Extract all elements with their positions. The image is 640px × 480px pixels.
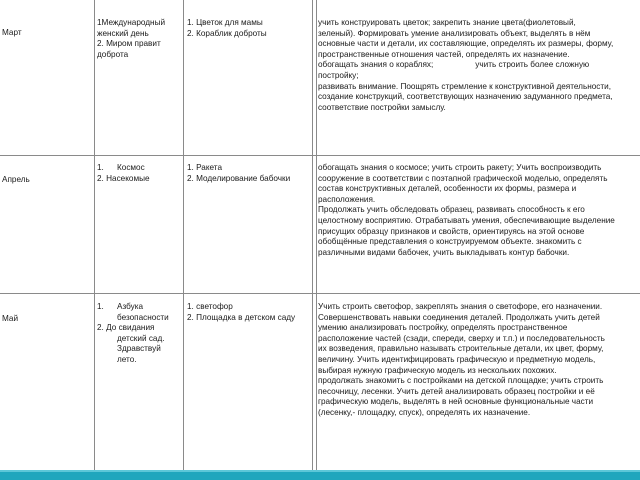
grid-line [316,0,317,470]
month-cell-may: Май [2,314,19,323]
topic-cell-march: 1. Цветок для мамы 2. Кораблик доброты [187,18,267,38]
goals-cell-march: учить конструировать цветок; закрепить знание цвета(фиолетовый, зеленый). Формировать умение анализировать объект, выделять в нём основные части и детали, их составляющие, определять их размеры, форму, пространственные отношения частей, определять их назначение. обогащать знания о кораблях; учить строить более сложную постройку; развивать внимание. Поощрять стремление к конструктивной деятельности, создание конструкций, соответствующих назначению задуманного предмета, соответствие постройки замыслу. [318,18,614,112]
footer-bar [0,470,640,480]
goals-cell-april: обогащать знания о космосе; учить строить ракету; Учить воспроизводить сооружение в соответствии с поэтапной графической моделью, определять состав конструктивных деталей, особенности их формы, размера и расположения. Продолжать учить обследовать образец, развивать способность к его целостному восприятию. Отрабатывать умения, обеспечивающие выделение присущих образцу признаков и свойств, ориентируясь на этой основе обобщённые представления о конструируемом объекте. знакомить с различными видами бабочек, учить выкладывать контур бабочки. [318,163,615,257]
footer-bar-highlight [0,470,640,472]
month-cell-april: Апрель [2,175,30,184]
grid-line [312,0,313,470]
grid-line [183,0,184,470]
holiday-cell-march: 1Международный женский день 2. Миром правит доброта [97,18,166,59]
goals-cell-may: Учить строить светофор, закреплять знания о светофоре, его назначении. Совершенствовать навыки соединения деталей. Продолжать учить детей умению анализировать постройку, определять пространственное расположение частей (сзади, спереди, сверху и т.п.) и последовательность их возведения, правильно называть строительные детали, их цвет, форму, величину. Учить идентифицировать графическую и предметную модель, выбирая нужную графическую модель из нескольких похожих. продолжать знакомить с постройками на детской площадке; учить строить песочницу, лесенки. Учить детей анализировать образец постройки и её графическую модель, выделять в ней основные функциональные части (лесенку,- площадку, спуск), определять их назначение. [318,302,605,417]
grid-line [0,293,640,294]
grid-line [0,155,640,156]
topic-cell-may: 1. светофор 2. Площадка в детском саду [187,302,296,322]
topic-cell-april: 1. Ракета 2. Моделирование бабочки [187,163,291,183]
month-cell-march: Март [2,28,22,37]
grid-line [94,0,95,470]
holiday-cell-may: 1. Азбука безопасности 2. До свидания детский сад. Здравствуй лето. [97,302,169,364]
holiday-cell-april: 1. Космос 2. Насекомые [97,163,150,183]
